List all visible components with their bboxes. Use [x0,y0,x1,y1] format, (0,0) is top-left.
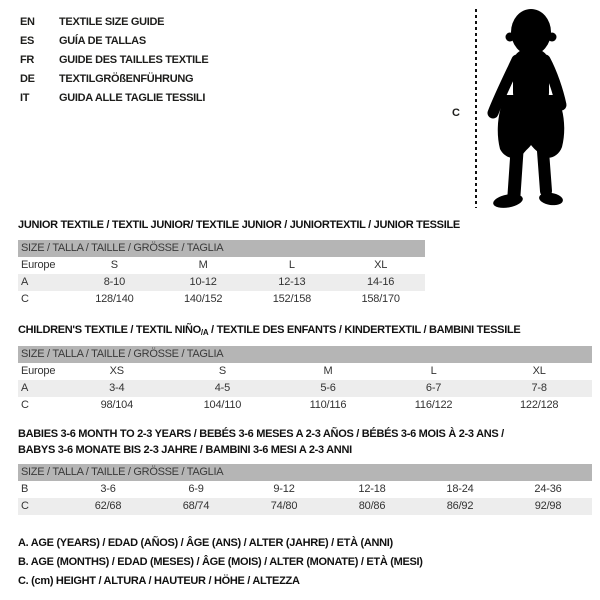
value-cell: 104/110 [203,399,242,411]
value-cell: L [430,365,437,377]
value-cell: 18-24 [446,483,474,495]
value-cell: 8-10 [103,276,125,288]
value-cell: 4-5 [214,382,231,394]
table-row [18,274,425,291]
lang-code: IT [20,92,30,104]
lang-code: EN [20,16,35,28]
row-label-cell: C [21,293,29,305]
toddler-silhouette-image [484,5,596,211]
row-label-cell: A [21,382,29,394]
value-cell: 152/158 [272,293,312,305]
children-size-table [18,346,592,414]
value-cell: 62/68 [94,500,122,512]
lang-label: GUIDE DES TAILLES TEXTILE [59,54,209,66]
value-cell: 158/170 [361,293,400,305]
junior-table-body [18,257,425,308]
babies-section-title [18,426,504,458]
value-cell: 5-6 [320,382,336,394]
value-cell: 12-18 [358,483,386,495]
babies-title-line2: BABYS 3-6 MONATE BIS 2-3 JAHRE / BAMBINI 3-6 MESI A 2-3 ANNI [18,444,352,456]
value-cell: 3-4 [109,382,125,394]
babies-table-body [18,481,592,515]
row-label-cell: C [21,500,29,512]
value-cell: L [288,259,295,271]
lang-label: TEXTILE SIZE GUIDE [59,16,165,28]
table-row [18,397,592,414]
children-section-title [18,322,520,341]
value-cell: 98/104 [100,399,134,411]
value-cell: S [110,259,118,271]
value-cell: 116/122 [414,399,453,411]
lang-row-it [20,89,208,108]
footnote-a: A. AGE (YEARS) / EDAD (AÑOS) / ÂGE (ANS) / ALTER (JAHRE) / ETÀ (ANNI) [18,537,393,549]
value-cell: 14-16 [367,276,395,288]
lang-code: FR [20,54,35,66]
value-cell: 140/152 [183,293,223,305]
value-cell: 6-7 [425,382,442,394]
value-cell: 128/140 [95,293,134,305]
value-cell: 24-36 [534,483,562,495]
lang-row-de [20,70,208,89]
footnote-b: B. AGE (MONTHS) / EDAD (MESES) / ÂGE (MOIS) / ALTER (MONATE) / ETÀ (MESI) [18,556,423,568]
value-cell: XL [532,365,546,377]
table-row [18,257,425,274]
value-cell: XS [109,365,124,377]
language-title-list [20,13,208,108]
children-title-sub: /A [200,328,209,337]
lang-label: GUIDA ALLE TAGLIE TESSILI [59,92,206,104]
junior-section-title: JUNIOR TEXTILE / TEXTIL JUNIOR/ TEXTILE JUNIOR / JUNIORTEXTIL / JUNIOR TESSILE [18,219,460,231]
row-label-cell: Europe [21,259,56,271]
value-cell: 74/80 [270,500,298,512]
value-cell: 10-12 [189,276,217,288]
height-label: C [452,107,460,119]
size-header-bar: SIZE / TALLA / TAILLE / GRÖSSE / TAGLIA [18,240,425,257]
lang-row-es [20,32,208,51]
value-cell: 6-9 [188,483,204,495]
lang-code: DE [20,73,35,85]
lang-label: GUÍA DE TALLAS [59,35,146,47]
lang-code: ES [20,35,35,47]
table-row [18,498,592,515]
value-cell: 68/74 [182,500,210,512]
table-row [18,481,592,498]
row-label-cell: C [21,399,29,411]
table-row [18,380,592,397]
value-cell: 12-13 [278,276,306,288]
footnote-c: C. (cm) HEIGHT / ALTURA / HAUTEUR / HÖHE / ALTEZZA [18,575,300,587]
value-cell: 9-12 [273,483,295,495]
footnotes [18,534,423,591]
junior-size-table [18,240,425,308]
value-cell: XL [374,259,388,271]
lang-label: TEXTILGRÖßENFÜHRUNG [59,73,194,85]
value-cell: 80/86 [358,500,386,512]
lang-row-en [20,13,208,32]
value-cell: 122/128 [519,399,559,411]
value-cell: M [323,365,333,377]
row-label-cell: A [21,276,29,288]
value-cell: M [198,259,208,271]
children-title-pre: CHILDREN'S TEXTILE / TEXTIL NIÑO [18,324,201,336]
table-row [18,291,425,308]
value-cell: 7-8 [531,382,547,394]
babies-title-line1: BABIES 3-6 MONTH TO 2-3 YEARS / BEBÉS 3-6 MESES A 2-3 AÑOS / BÉBÉS 3-6 MOIS À 2-3 ANS / [18,428,504,440]
height-measure-line [475,9,477,208]
row-label-cell: B [21,483,29,495]
lang-row-fr [20,51,208,70]
value-cell: S [218,365,226,377]
row-label-cell: Europe [21,365,56,377]
children-table-body [18,363,592,414]
value-cell: 92/98 [534,500,562,512]
babies-size-table [18,464,592,515]
value-cell: 110/116 [309,399,347,411]
table-row [18,363,592,380]
value-cell: 3-6 [100,483,116,495]
children-title-post: / TEXTILE DES ENFANTS / KINDERTEXTIL / BAMBINI TESSILE [208,324,521,336]
size-header-bar: SIZE / TALLA / TAILLE / GRÖSSE / TAGLIA [18,464,592,481]
value-cell: 86/92 [446,500,474,512]
size-header-bar: SIZE / TALLA / TAILLE / GRÖSSE / TAGLIA [18,346,592,363]
